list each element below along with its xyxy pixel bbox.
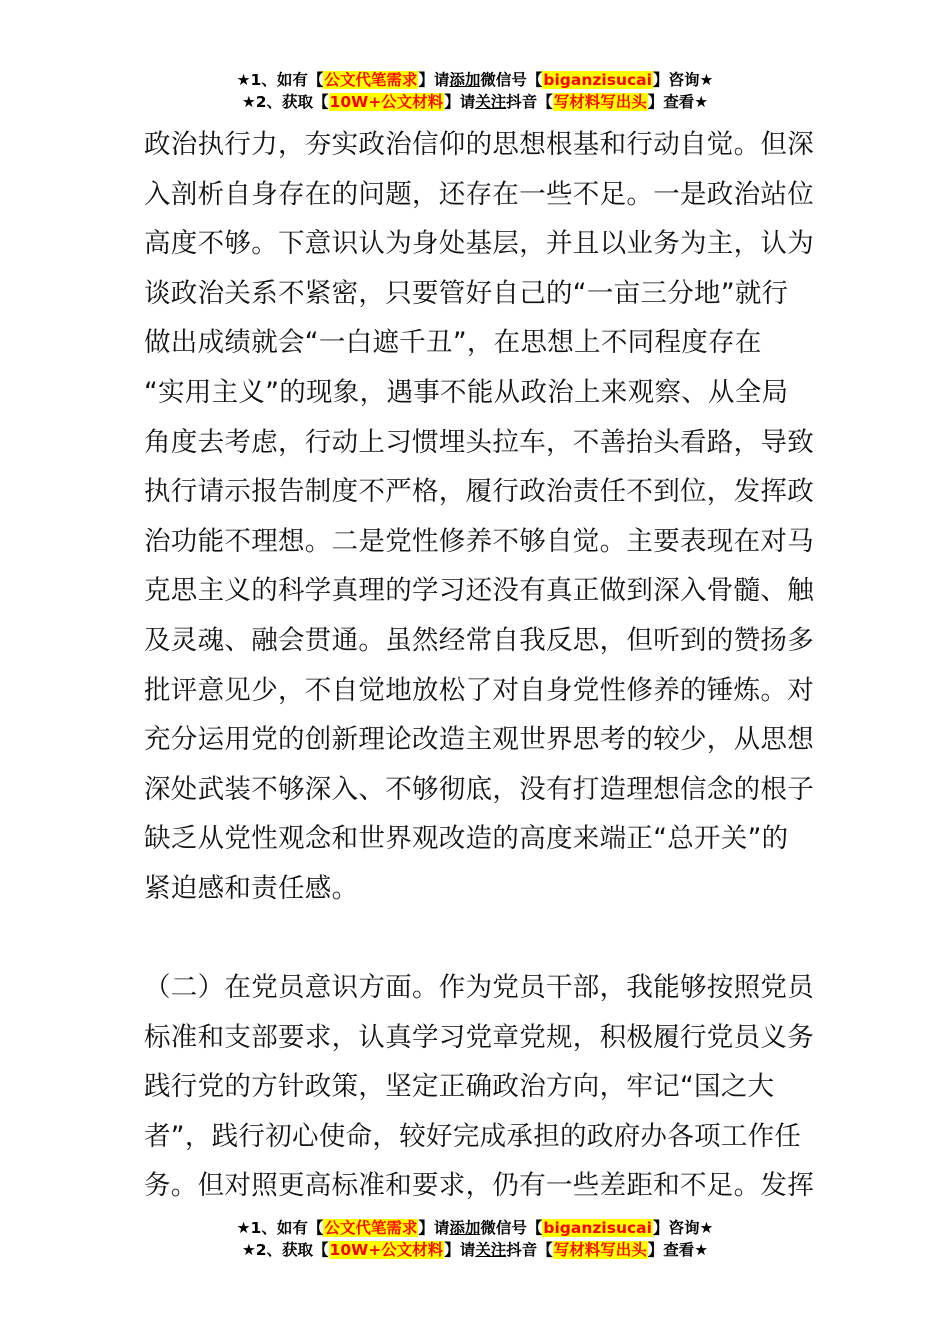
banner-text: ★1、如有【 xyxy=(236,71,324,89)
banner-underlined: 添加 xyxy=(449,71,481,89)
banner-text: 微信号【 xyxy=(480,71,543,89)
text-line: 践行党的方针政策，坚定正确政治方向，牢记“国之大 xyxy=(144,1071,775,1103)
text-line: 及灵魂、融会贯通。虽然经常自我反思，但听到的赞扬多 xyxy=(144,624,814,656)
text-line: 标准和支部要求，认真学习党章党规，积极履行党员义务 xyxy=(144,1021,814,1053)
banner-underlined: 关注 xyxy=(475,93,507,111)
banner-highlight: 10W+公文材料 xyxy=(329,93,444,111)
text-line: 者”，践行初心使命，较好完成承担的政府办各项工作任 xyxy=(144,1120,802,1152)
banner-line-2 xyxy=(0,1239,950,1261)
text-line: 政治执行力，夯实政治信仰的思想根基和行动自觉。但深 xyxy=(144,129,814,160)
banner-text: 】请 xyxy=(444,1241,476,1259)
text-line: 务。但对照更高标准和要求，仍有一些差距和不足。发挥 xyxy=(144,1170,814,1202)
banner-text: 抖音【 xyxy=(506,1241,553,1259)
text-line: “实用主义”的现象，遇事不能从政治上来观察、从全局 xyxy=(144,376,789,408)
banner-highlight: 写材料写出头 xyxy=(553,93,647,111)
banner-line-1 xyxy=(0,69,950,91)
text-line: 深处武装不够深入、不够彻底，没有打造理想信念的根子 xyxy=(144,773,814,805)
paragraph-2 xyxy=(144,963,814,1211)
banner-text: ★2、获取【 xyxy=(241,93,329,111)
text-line: 做出成绩就会“一白遮千丑”，在思想上不同程度存在 xyxy=(144,327,762,359)
banner-text: 】查看★ xyxy=(647,1241,709,1259)
text-line: 缺乏从党性观念和世界观改造的高度来端正“总开关”的 xyxy=(144,823,789,855)
banner-underlined: 关注 xyxy=(475,1241,507,1259)
text-line: （二）在党员意识方面。作为党员干部，我能够按照党员 xyxy=(144,972,814,1004)
banner-highlight: biganzisucai xyxy=(543,1219,652,1237)
text-line: 治功能不理想。二是党性修养不够自觉。主要表现在对马 xyxy=(144,525,814,557)
text-line: 克思主义的科学真理的学习还没有真正做到深入骨髓、触 xyxy=(144,575,814,607)
banner-text: ★1、如有【 xyxy=(236,1219,324,1237)
text-line: 高度不够。下意识认为身处基层，并且以业务为主，认为 xyxy=(144,228,814,260)
paragraph-spacer xyxy=(144,914,808,964)
text-line: 谈政治关系不紧密，只要管好自己的“一亩三分地”就行 xyxy=(144,277,789,309)
banner-text: 】查看★ xyxy=(647,93,709,111)
footer-banner xyxy=(0,1217,950,1261)
text-line: 执行请示报告制度不严格，履行政治责任不到位，发挥政 xyxy=(144,476,814,508)
banner-highlight: 公文代笔需求 xyxy=(324,71,418,89)
text-line: 紧迫感和责任感。 xyxy=(144,872,359,904)
banner-text: 】咨询★ xyxy=(652,71,714,89)
banner-highlight: 写材料写出头 xyxy=(553,1241,647,1259)
text-line: 入剖析自身存在的问题，还存在一些不足。一是政治站位 xyxy=(144,178,814,210)
text-line: 批评意见少，不自觉地放松了对自身党性修养的锤炼。对 xyxy=(144,674,814,706)
banner-highlight: 10W+公文材料 xyxy=(329,1241,444,1259)
banner-underlined: 添加 xyxy=(449,1219,481,1237)
banner-text: 微信号【 xyxy=(480,1219,543,1237)
banner-text: ★2、获取【 xyxy=(241,1241,329,1259)
banner-highlight: biganzisucai xyxy=(543,71,652,89)
text-line: 角度去考虑，行动上习惯埋头拉车，不善抬头看路，导致 xyxy=(144,426,814,458)
header-banner xyxy=(0,69,950,113)
banner-text: 】请 xyxy=(418,71,450,89)
banner-highlight: 公文代笔需求 xyxy=(324,1219,418,1237)
banner-text: 抖音【 xyxy=(506,93,553,111)
banner-text: 】咨询★ xyxy=(652,1219,714,1237)
banner-line-1 xyxy=(0,1217,950,1239)
paragraph-1 xyxy=(144,120,814,914)
banner-text: 】请 xyxy=(444,93,476,111)
banner-text: 】请 xyxy=(418,1219,450,1237)
document-body xyxy=(144,120,814,1211)
banner-line-2 xyxy=(0,91,950,113)
text-line: 充分运用党的创新理论改造主观世界思考的较少，从思想 xyxy=(144,724,814,756)
